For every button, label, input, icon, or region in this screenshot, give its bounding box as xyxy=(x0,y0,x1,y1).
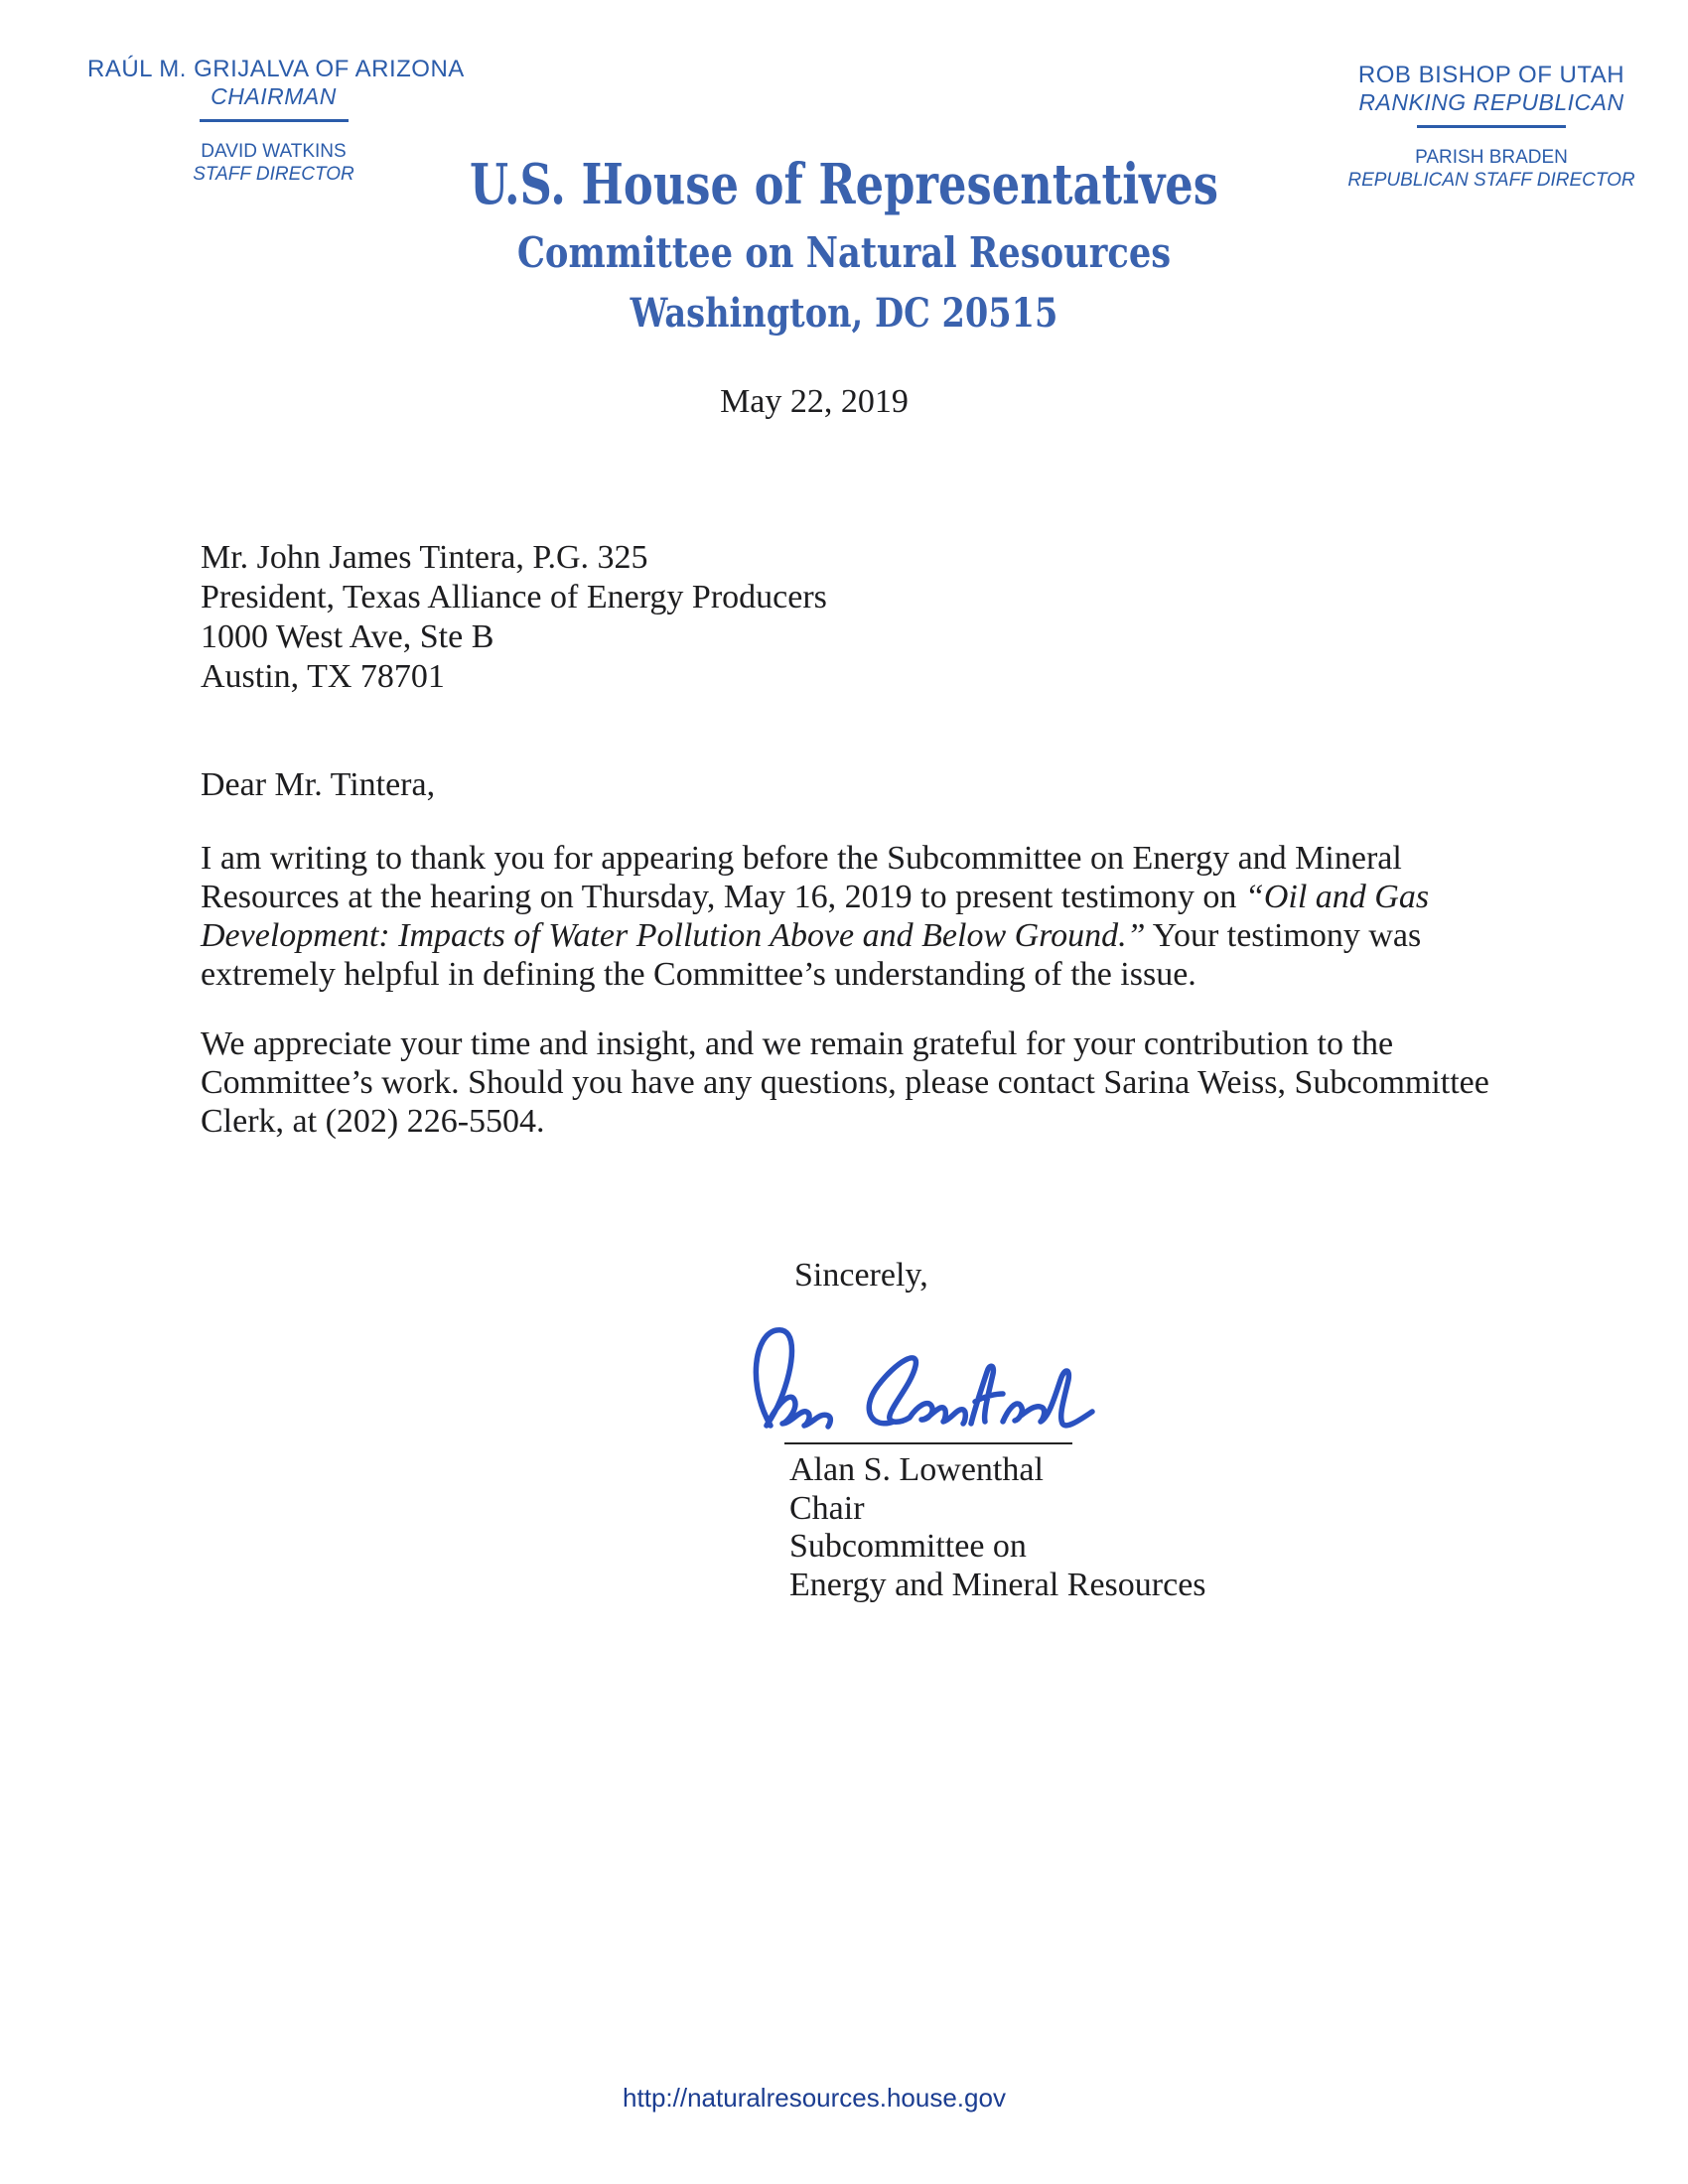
paragraph-text: We appreciate your time and insight, and we remain grateful for your contribution to the xyxy=(201,1025,1394,1062)
ranking-republican-title: RANKING REPUBLICAN xyxy=(1358,88,1624,115)
letterhead-line1: U.S. House of Representatives xyxy=(469,152,1218,217)
closing-salutation: Sincerely, xyxy=(794,1257,928,1294)
paragraph-text: I am writing to thank you for appearing before the Subcommittee on Energy and Mineral xyxy=(201,840,1402,877)
signer-block xyxy=(789,1451,1206,1604)
republican-staff-director-name: PARISH BRADEN xyxy=(1415,147,1568,169)
signature-line xyxy=(784,1442,1072,1444)
recipient-address xyxy=(201,538,827,697)
republican-staff-director-title: REPUBLICAN STAFF DIRECTOR xyxy=(1347,169,1635,191)
letter-date: May 22, 2019 xyxy=(720,383,909,420)
body-paragraph-1 xyxy=(201,839,1511,994)
chairman-title: CHAIRMAN xyxy=(211,82,337,109)
handwritten-signature xyxy=(737,1322,1134,1446)
paragraph-text: Clerk, at (202) 226-5504. xyxy=(201,1103,545,1140)
chairman-name: RAÚL M. GRIJALVA OF ARIZONA xyxy=(87,56,465,82)
signer-org-line2: Energy and Mineral Resources xyxy=(789,1566,1206,1603)
signer-name: Alan S. Lowenthal xyxy=(789,1451,1044,1488)
body-paragraph-2 xyxy=(201,1024,1511,1141)
staff-director-title: STAFF DIRECTOR xyxy=(193,163,354,185)
hearing-title-italic: “Oil and Gas xyxy=(1244,879,1430,915)
signer-title: Chair xyxy=(789,1489,865,1527)
footer-url: http://naturalresources.house.gov xyxy=(623,2083,1006,2113)
paragraph-text: Resources at the hearing on Thursday, May 16, 2019 to present testimony on xyxy=(201,879,1245,915)
salutation: Dear Mr. Tintera, xyxy=(201,766,436,803)
recipient-street: 1000 West Ave, Ste B xyxy=(201,618,494,655)
paragraph-text: Committee’s work. Should you have any questions, please contact Sarina Weiss, Subcommittee xyxy=(201,1064,1489,1101)
hearing-title-italic: Development: Impacts of Water Pollution Above and Below Ground.” xyxy=(201,917,1146,954)
letterhead-line2: Committee on Natural Resources xyxy=(516,228,1172,277)
paragraph-text: Your testimony was xyxy=(1145,917,1422,954)
signer-org-line1: Subcommittee on xyxy=(789,1528,1027,1565)
staff-director-name: DAVID WATKINS xyxy=(201,141,347,163)
letterhead-line3: Washington, DC 20515 xyxy=(630,290,1058,337)
ranking-republican-divider-line xyxy=(1417,125,1566,128)
recipient-name: Mr. John James Tintera, P.G. 325 xyxy=(201,539,648,576)
ranking-republican-name: ROB BISHOP OF UTAH xyxy=(1357,62,1625,88)
paragraph-text: extremely helpful in defining the Committee’s understanding of the issue. xyxy=(201,956,1196,993)
recipient-position: President, Texas Alliance of Energy Producers xyxy=(201,579,827,615)
chairman-divider-line xyxy=(200,119,349,122)
recipient-city: Austin, TX 78701 xyxy=(201,658,445,695)
